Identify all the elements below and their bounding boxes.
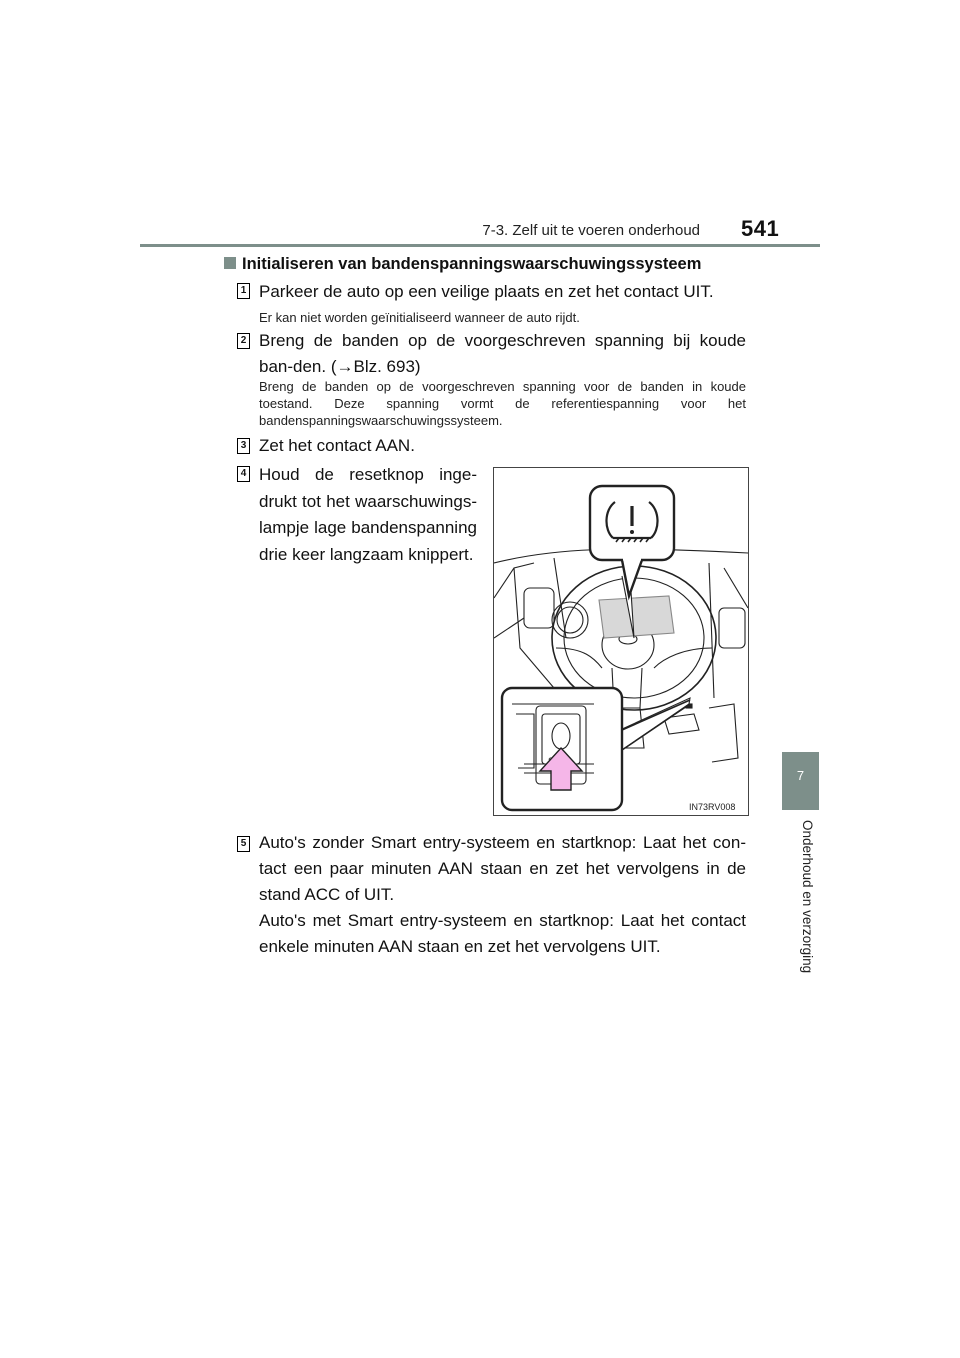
- step-number-1: 1: [237, 283, 250, 299]
- chapter-title: Onderhoud en verzorging: [800, 820, 815, 974]
- figure-code: IN73RV008: [689, 802, 736, 812]
- step-1-note: Er kan niet worden geïnitialiseerd wanneer de auto rijdt.: [259, 310, 580, 325]
- header-rule: [140, 244, 820, 247]
- dashboard-illustration: [493, 467, 749, 816]
- step-number-3: 3: [237, 438, 250, 454]
- square-bullet-icon: [224, 257, 236, 269]
- section-heading: [224, 255, 701, 274]
- step-5-text-2: Auto's met Smart entry-systeem en startknop: Laat het contact enkele minuten AAN staan en zet het vervolgens UIT.: [259, 911, 746, 956]
- heading-text: Initialiseren van bandenspanningswaarschuwingssysteem: [242, 255, 702, 273]
- page-number: 541: [741, 216, 780, 241]
- step-number-4: 4: [237, 466, 250, 482]
- step-4-text: Houd de resetknop inge-drukt tot het waarschuwings-lampje lage bandenspanning drie keer langzaam knippert.: [259, 465, 477, 564]
- step-1-text: Parkeer de auto op een veilige plaats en zet het contact UIT.: [259, 282, 714, 301]
- step-number-5: 5: [237, 836, 250, 852]
- step-number-2: 2: [237, 333, 250, 349]
- step-3-text: Zet het contact AAN.: [259, 436, 415, 455]
- section-title: 7-3. Zelf uit te voeren onderhoud: [482, 222, 700, 239]
- chapter-tab: 7: [782, 752, 819, 810]
- step-2-note: Breng de banden op de voorgeschreven spanning voor de banden in koude toestand. Deze spanning vormt de referentiespanning voor het bandenspanningswaarschuwingssysteem.: [259, 379, 746, 428]
- step-2-text: Breng de banden op de voorgeschreven spanning bij koude ban-den. (→Blz. 693): [259, 331, 746, 376]
- step-5-text: Auto's zonder Smart entry-systeem en startknop: Laat het con-tact een paar minuten AAN staan en zet het vervolgens in de stand ACC of UIT.: [259, 833, 746, 904]
